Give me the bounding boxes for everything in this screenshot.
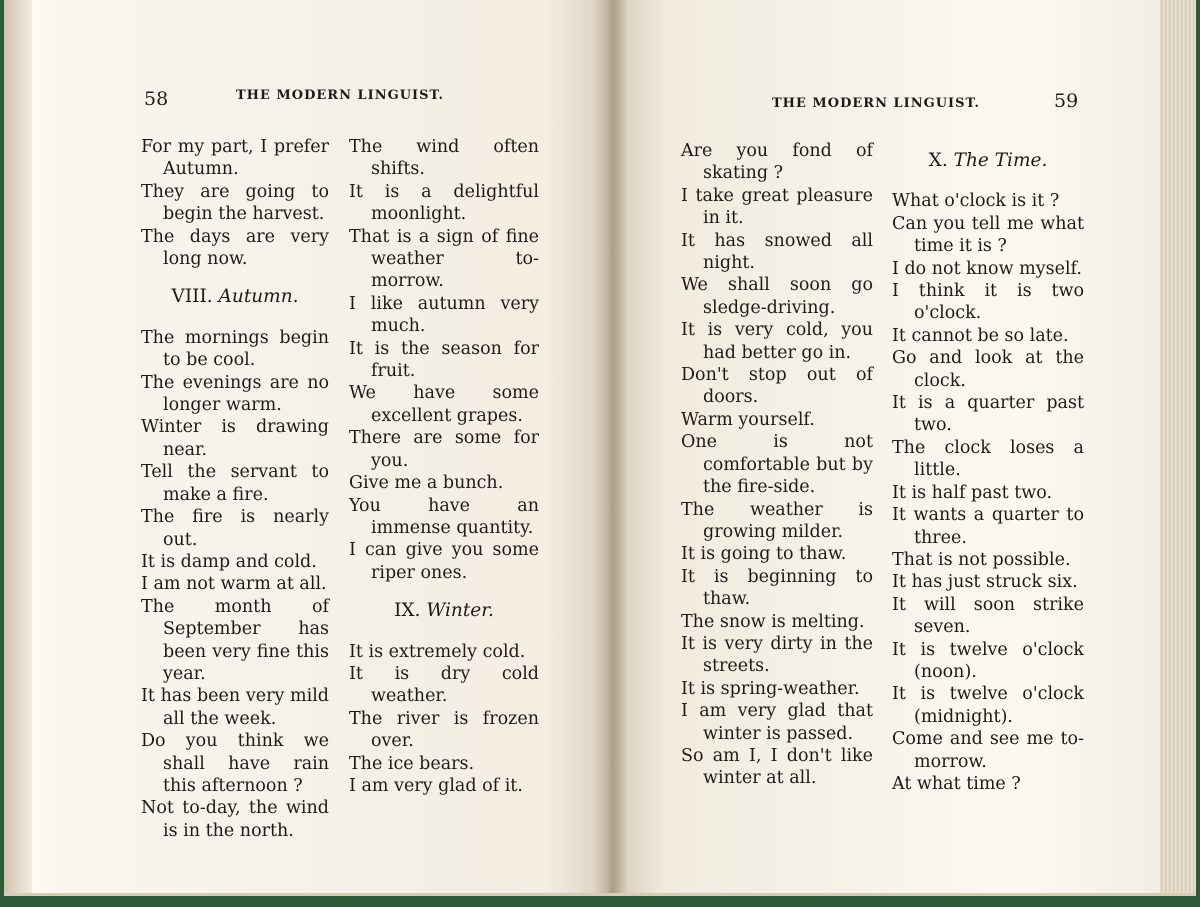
- phrase-entry: Not to-day, the wind is in the north.: [141, 798, 329, 841]
- section-heading: [892, 150, 1084, 172]
- page-number-left: 58: [144, 88, 169, 110]
- phrase-entry: The month of September has been very fine this year.: [141, 596, 329, 684]
- left-page: [4, 0, 608, 893]
- phrase-entry: It is half past two.: [892, 482, 1053, 503]
- section-numeral: IX.: [394, 600, 421, 622]
- phrase-entry: I am very glad of it.: [349, 775, 523, 796]
- phrase-entry: The clock loses a little.: [892, 437, 1084, 481]
- phrase-entry: The weather is growing milder.: [681, 499, 873, 542]
- phrase-entry: The ice bears.: [349, 753, 475, 774]
- phrase-entry: It is extremely cold.: [349, 641, 526, 662]
- phrase-entry: The mornings begin to be cool.: [141, 327, 329, 371]
- phrase-entry: That is a sign of fine weather to-morrow.: [349, 226, 539, 292]
- phrase-entry: It is twelve o'clock (noon).: [892, 639, 1084, 682]
- phrase-entry: It is beginning to thaw.: [681, 566, 873, 610]
- phrase-entry: Go and look at the clock.: [892, 348, 1084, 391]
- section-numeral: X.: [928, 150, 948, 171]
- phrase-entry: Don't stop out of doors.: [681, 365, 873, 408]
- phrase-entry: So am I, I don't like winter at all.: [681, 745, 873, 789]
- phrase-entry: It has just struck six.: [892, 572, 1078, 593]
- page-edge-right: [1160, 0, 1196, 893]
- phrase-entry: We shall soon go sledge-driving.: [681, 275, 873, 318]
- phrase-entry: It is very dirty in the streets.: [681, 633, 873, 677]
- phrase-entry: Winter is drawing near.: [141, 417, 329, 460]
- phrase-entry: It is going to thaw.: [681, 544, 847, 565]
- phrase-entry: Can you tell me what time it is ?: [892, 213, 1084, 257]
- phrase-entry: It is a quarter past two.: [892, 393, 1084, 436]
- phrase-entry: It is a delightful moonlight.: [349, 181, 539, 225]
- phrase-entry: It is twelve o'clock (midnight).: [892, 684, 1084, 727]
- phrase-entry: It will soon strike seven.: [892, 594, 1084, 638]
- phrase-entry: It is the season for fruit.: [349, 338, 539, 382]
- section-title: Autumn.: [218, 286, 299, 308]
- phrase-entry: The evenings are no longer warm.: [141, 372, 329, 416]
- phrase-entry: I like autumn very much.: [349, 293, 539, 337]
- phrase-entry: One is not comfortable but by the fire-side.: [681, 432, 873, 498]
- phrase-entry: Warm yourself.: [681, 409, 815, 430]
- phrase-entry: Come and see me to-morrow.: [892, 729, 1084, 772]
- phrase-entry: I am not warm at all.: [141, 574, 327, 595]
- phrase-entry: It has been very mild all the week.: [141, 686, 329, 729]
- phrase-entry: I think it is two o'clock.: [892, 281, 1084, 324]
- left-page-column-1: [141, 136, 329, 842]
- phrase-entry: That is not possible.: [892, 549, 1071, 570]
- phrase-entry: It is spring-weather.: [681, 678, 860, 699]
- left-page-column-2: [349, 136, 539, 797]
- phrase-entry: It has snowed all night.: [681, 230, 873, 274]
- phrase-entry: The river is frozen over.: [349, 708, 539, 752]
- phrase-entry: You have an immense quantity.: [349, 495, 539, 538]
- phrase-entry: I do not know myself.: [892, 258, 1082, 279]
- phrase-entry: For my part, I prefer Autumn.: [141, 137, 329, 180]
- book-spread: [4, 0, 1196, 896]
- phrase-entry: At what time ?: [892, 773, 1021, 794]
- running-head-right: THE MODERN LINGUIST.: [772, 96, 981, 111]
- right-page-column-1: [681, 140, 873, 790]
- phrase-entry: We have some excellent grapes.: [349, 383, 539, 426]
- phrase-entry: It is damp and cold.: [141, 551, 317, 572]
- page-number-right: 59: [1054, 90, 1079, 112]
- phrase-entry: Are you fond of skating ?: [681, 141, 873, 184]
- phrase-entry: There are some for you.: [349, 428, 539, 471]
- page-edge-left: [4, 0, 32, 893]
- phrase-entry: Give me a bunch.: [349, 473, 504, 494]
- phrase-entry: I can give you some riper ones.: [349, 540, 539, 583]
- phrase-entry: The days are very long now.: [141, 226, 329, 270]
- running-head-left: THE MODERN LINGUIST.: [236, 88, 445, 103]
- right-page-column-2: [892, 134, 1084, 795]
- phrase-entry: I am very glad that winter is passed.: [681, 701, 873, 744]
- phrase-entry: It is very cold, you had better go in.: [681, 320, 873, 363]
- phrase-entry: I take great pleasure in it.: [681, 185, 873, 229]
- book-gutter: [594, 0, 628, 893]
- section-numeral: VIII.: [171, 286, 213, 308]
- phrase-entry: The snow is melting.: [681, 611, 865, 632]
- phrase-entry: The fire is nearly out.: [141, 507, 329, 550]
- phrase-entry: Tell the servant to make a fire.: [141, 462, 329, 505]
- phrase-entry: They are going to begin the harvest.: [141, 181, 329, 225]
- phrase-entry: It cannot be so late.: [892, 325, 1069, 346]
- phrase-entry: It is dry cold weather.: [349, 663, 539, 707]
- section-title: Winter.: [426, 600, 494, 622]
- phrase-entry: What o'clock is it ?: [892, 191, 1060, 212]
- section-heading: [349, 600, 539, 622]
- phrase-entry: The wind often shifts.: [349, 137, 539, 180]
- section-heading: [141, 286, 329, 308]
- section-title: The Time.: [953, 150, 1048, 171]
- right-page: [608, 0, 1196, 893]
- phrase-entry: It wants a quarter to three.: [892, 505, 1084, 548]
- phrase-entry: Do you think we shall have rain this afternoon ?: [141, 731, 329, 796]
